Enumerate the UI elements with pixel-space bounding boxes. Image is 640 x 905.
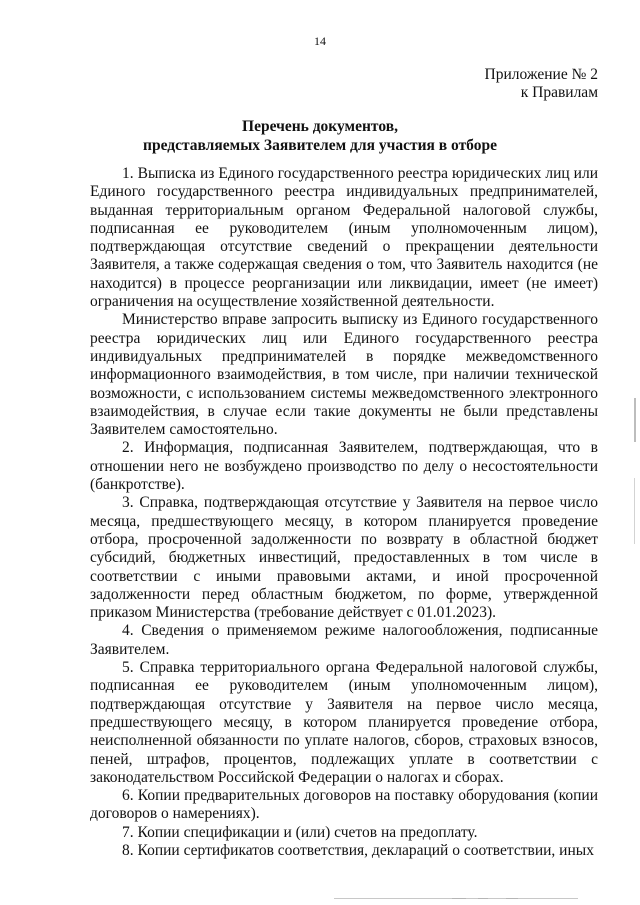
scan-edge-mark-middle [634, 478, 635, 544]
appendix-line-2: к Правилам [520, 84, 598, 101]
page-number: 14 [314, 34, 326, 48]
paragraph-6: 5. Справка территориального органа Федеральной налоговой службы, подписанная ее руководителем (иным уполномоченным лицом), подтверждающая отсутствие у Заявителя на первое число месяца, предшествующего месяцу, в котором планируется проведение отбора, неисполненной обязанности по уплате налогов, сборов, страховых взносов, пеней, штрафов, процентов, подлежащих уплате в соответствии с законодательством Российской Федерации о налогах и сборах. [90, 659, 598, 786]
paragraph-5: 4. Сведения о применяемом режиме налогообложения, подписанные Заявителем. [90, 622, 598, 658]
document-body [90, 165, 598, 860]
paragraph-4: 3. Справка, подтверждающая отсутствие у Заявителя на первое число месяца, предшествующего месяцу, в котором планируется проведение отбора, просроченной задолженности по возврату в областной бюджет субсидий, бюджетных инвестиций, предоставленных в том числе в соответствии с иными правовыми актами, и иной просроченной задолженности перед областным бюджетом, по форме, утвержденной приказом Министерства (требование действует с 01.01.2023). [90, 494, 598, 622]
paragraph-7: 6. Копии предварительных договоров на поставку оборудования (копии договоров о намерениях). [90, 787, 598, 823]
appendix-line-1: Приложение № 2 [484, 66, 598, 83]
paragraph-3: 2. Информация, подписанная Заявителем, подтверждающая, что в отношении него не возбуждено производство по делу о несостоятельности (банкротстве). [90, 439, 598, 494]
scan-edge-mark-top [634, 398, 636, 442]
paragraph-1: 1. Выписка из Единого государственного реестра юридических лиц или Единого государственного реестра индивидуальных предпринимателей, выданная территориальным органом Федеральной налоговой службы, подписанная ее руководителем (иным уполномоченным лицом), подтверждающая отсутствие сведений о прекращении деятельности Заявителя, а также содержащая сведения о том, что Заявитель находится (не находится) в процессе реорганизации или ликвидации, имеет (не имеет) ограничения на осуществление хозяйственной деятельности. [90, 165, 598, 311]
bottom-divider-dash [452, 898, 466, 899]
bottom-divider-dash [506, 898, 518, 899]
title-line-2: представляемых Заявителем для участия в отборе [143, 137, 497, 154]
paragraph-8: 7. Копии спецификации и (или) счетов на предоплату. [122, 823, 478, 841]
paragraph-9: 8. Копии сертификатов соответствия, деклараций о соответствии, иных [122, 841, 594, 859]
appendix-reference [485, 66, 598, 102]
title-line-1: Перечень документов, [242, 118, 398, 135]
bottom-divider-dash [478, 898, 488, 899]
paragraph-2: Министерство вправе запросить выписку из Единого государственного реестра юридических лиц или Единого государственного реестра индивидуальных предпринимателей в порядке межведомственного информационного взаимодействия, в том числе, при наличии технической возможности, с использованием системы межведомственного электронного взаимодействия, в случае если такие документы не были представлены Заявителем самостоятельно. [90, 311, 598, 439]
document-title [0, 117, 640, 155]
